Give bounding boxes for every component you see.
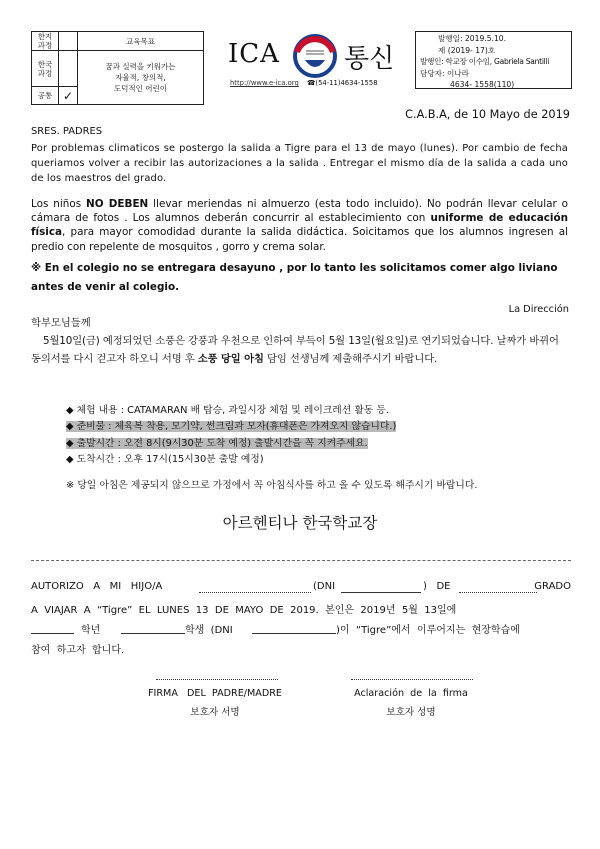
checkmark-icon: ✓ <box>59 87 78 105</box>
row1-check <box>59 32 78 51</box>
brand-block <box>216 30 406 90</box>
spanish-signature: La Dirección <box>508 304 569 315</box>
clarification-label-es: Aclaración de la firma <box>354 688 468 699</box>
row2-label: 한국 과정 <box>32 51 59 87</box>
school-logo-icon <box>290 34 340 78</box>
bullet-activity: ◆ 체험 내용 : CATAMARAN 배 탑승, 과일시장 체험 및 레이크레션 활동 등. <box>66 405 389 416</box>
brand-ica: ICA <box>228 39 280 69</box>
header-info-table <box>31 31 204 105</box>
row2-value: 꿈과 실력을 키워가는 자율적, 창의적, 도덕적인 어린이 <box>78 51 204 105</box>
phone-number: ☎(54-11)4634-1558 <box>306 79 378 87</box>
dni-field[interactable] <box>341 592 421 593</box>
brand-tongsin: 통신 <box>344 44 395 74</box>
spanish-salutation: SRES. PADRES <box>31 126 102 137</box>
bullet-supplies: ◆ 준비물 : 체육복 착용, 모기약, 썬크림과 모자(휴대폰은 가져오지 않습니다.) <box>66 421 397 433</box>
spanish-note: ※ En el colegio no se entregara desayuno , por lo tanto les solicitamos comer algo liviano antes de venir al colegio. <box>31 262 558 293</box>
publisher: 발행인: 학교장 이수임, Gabriela Santilli <box>420 57 550 66</box>
header-contact <box>230 79 378 87</box>
row2-check <box>59 51 78 87</box>
publication-meta-box <box>415 31 572 89</box>
form-line-1: AUTORIZO A MI HIJO/A (DNI ) DE GRADO <box>31 581 571 592</box>
school-name: 아르헨티나 한국학교장 <box>222 514 378 532</box>
cut-line <box>31 560 571 561</box>
korean-bullet-list <box>66 403 396 468</box>
letter-date: C.A.B.A, de 10 Mayo de 2019 <box>405 108 570 121</box>
row1-label: 한지 과정 <box>32 32 59 51</box>
korean-paragraph-1: 5월10일(금) 예정되었던 소풍은 강풍과 우천으로 인하여 부득이 5월 13일(월요일)로 연기되었습니다. 날짜가 바뀌어 동의서를 다시 걷고자 하오니 서명 후 소풍 당일 아침 담임 선생님께 제출해주시기 바랍니다. <box>31 335 559 365</box>
parent-signature-line[interactable] <box>156 679 278 680</box>
student-dni-field[interactable] <box>252 633 336 634</box>
korean-salutation: 학부모님들께 <box>31 317 91 329</box>
contact-person: 담당자: 이나라 <box>420 68 469 78</box>
grade-number-field[interactable] <box>31 633 74 634</box>
spanish-paragraph-2: Los niños NO DEBEN llevar meriendas ni almuerzo (esta todo incluido). No podrán llevar celular o cámara de fotos . Los alumnos deberán concurrir al establecimiento con uniforme de educación física, para mayor comodidad durante la salida didáctica. Soicitamos que los alumnos ingresen al predio con repelente de mosquitos , gorro y crema solar. <box>31 198 568 253</box>
form-line-2: A VIAJAR A “Tigre” EL LUNES 13 DE MAYO DE 2019. 본인은 2019년 5월 13일에 <box>31 605 457 616</box>
child-name-field[interactable] <box>199 592 311 593</box>
spanish-paragraph-1: Por problemas climaticos se postergo la salida a Tigre para el 13 de mayo (lunes). Por cambio de fecha queriamos volver a recibir las autorizaciones a la salida . Entregar el mismo día de la salida a cada uno de los maestros del grado. <box>31 143 568 185</box>
form-line-4: 참여 하고자 합니다. <box>31 645 125 656</box>
signature-label-ko: 보호자 서명 <box>190 707 240 718</box>
student-name-field[interactable] <box>121 633 185 634</box>
issue-number: 제 (2019- 17)호 <box>438 45 496 55</box>
signature-label-es: FIRMA DEL PADRE/MADRE <box>148 688 282 699</box>
issue-date: 발행일: 2019.5.10. <box>438 34 507 43</box>
name-clarification-line[interactable] <box>351 679 473 680</box>
row3-label: 공통 <box>32 87 59 105</box>
row1-value: 교육목표 <box>78 32 204 51</box>
website-link[interactable]: http://www.e-ica.org <box>230 79 299 87</box>
grade-field[interactable] <box>459 592 537 593</box>
form-line-3: 학년 학생 (DNI )이 “Tigre”에서 이루어지는 현장학습에 <box>31 621 571 637</box>
contact-phone: 4634- 1558(110) <box>450 80 515 89</box>
bullet-arrival: ◆ 도착시간 : 오후 17시(15시30분 출발 예정) <box>66 453 264 465</box>
clarification-label-ko: 보호자 성명 <box>386 707 436 718</box>
korean-note: ※ 당일 아침은 제공되지 않으므로 가정에서 꼭 아침식사를 하고 올 수 있도록 해주시기 바랍니다. <box>66 480 478 491</box>
bullet-departure: ◆ 출발시간 : 오전 8시(9시30분 도착 예정) 출발시간을 꼭 지켜주세요. <box>66 437 368 449</box>
